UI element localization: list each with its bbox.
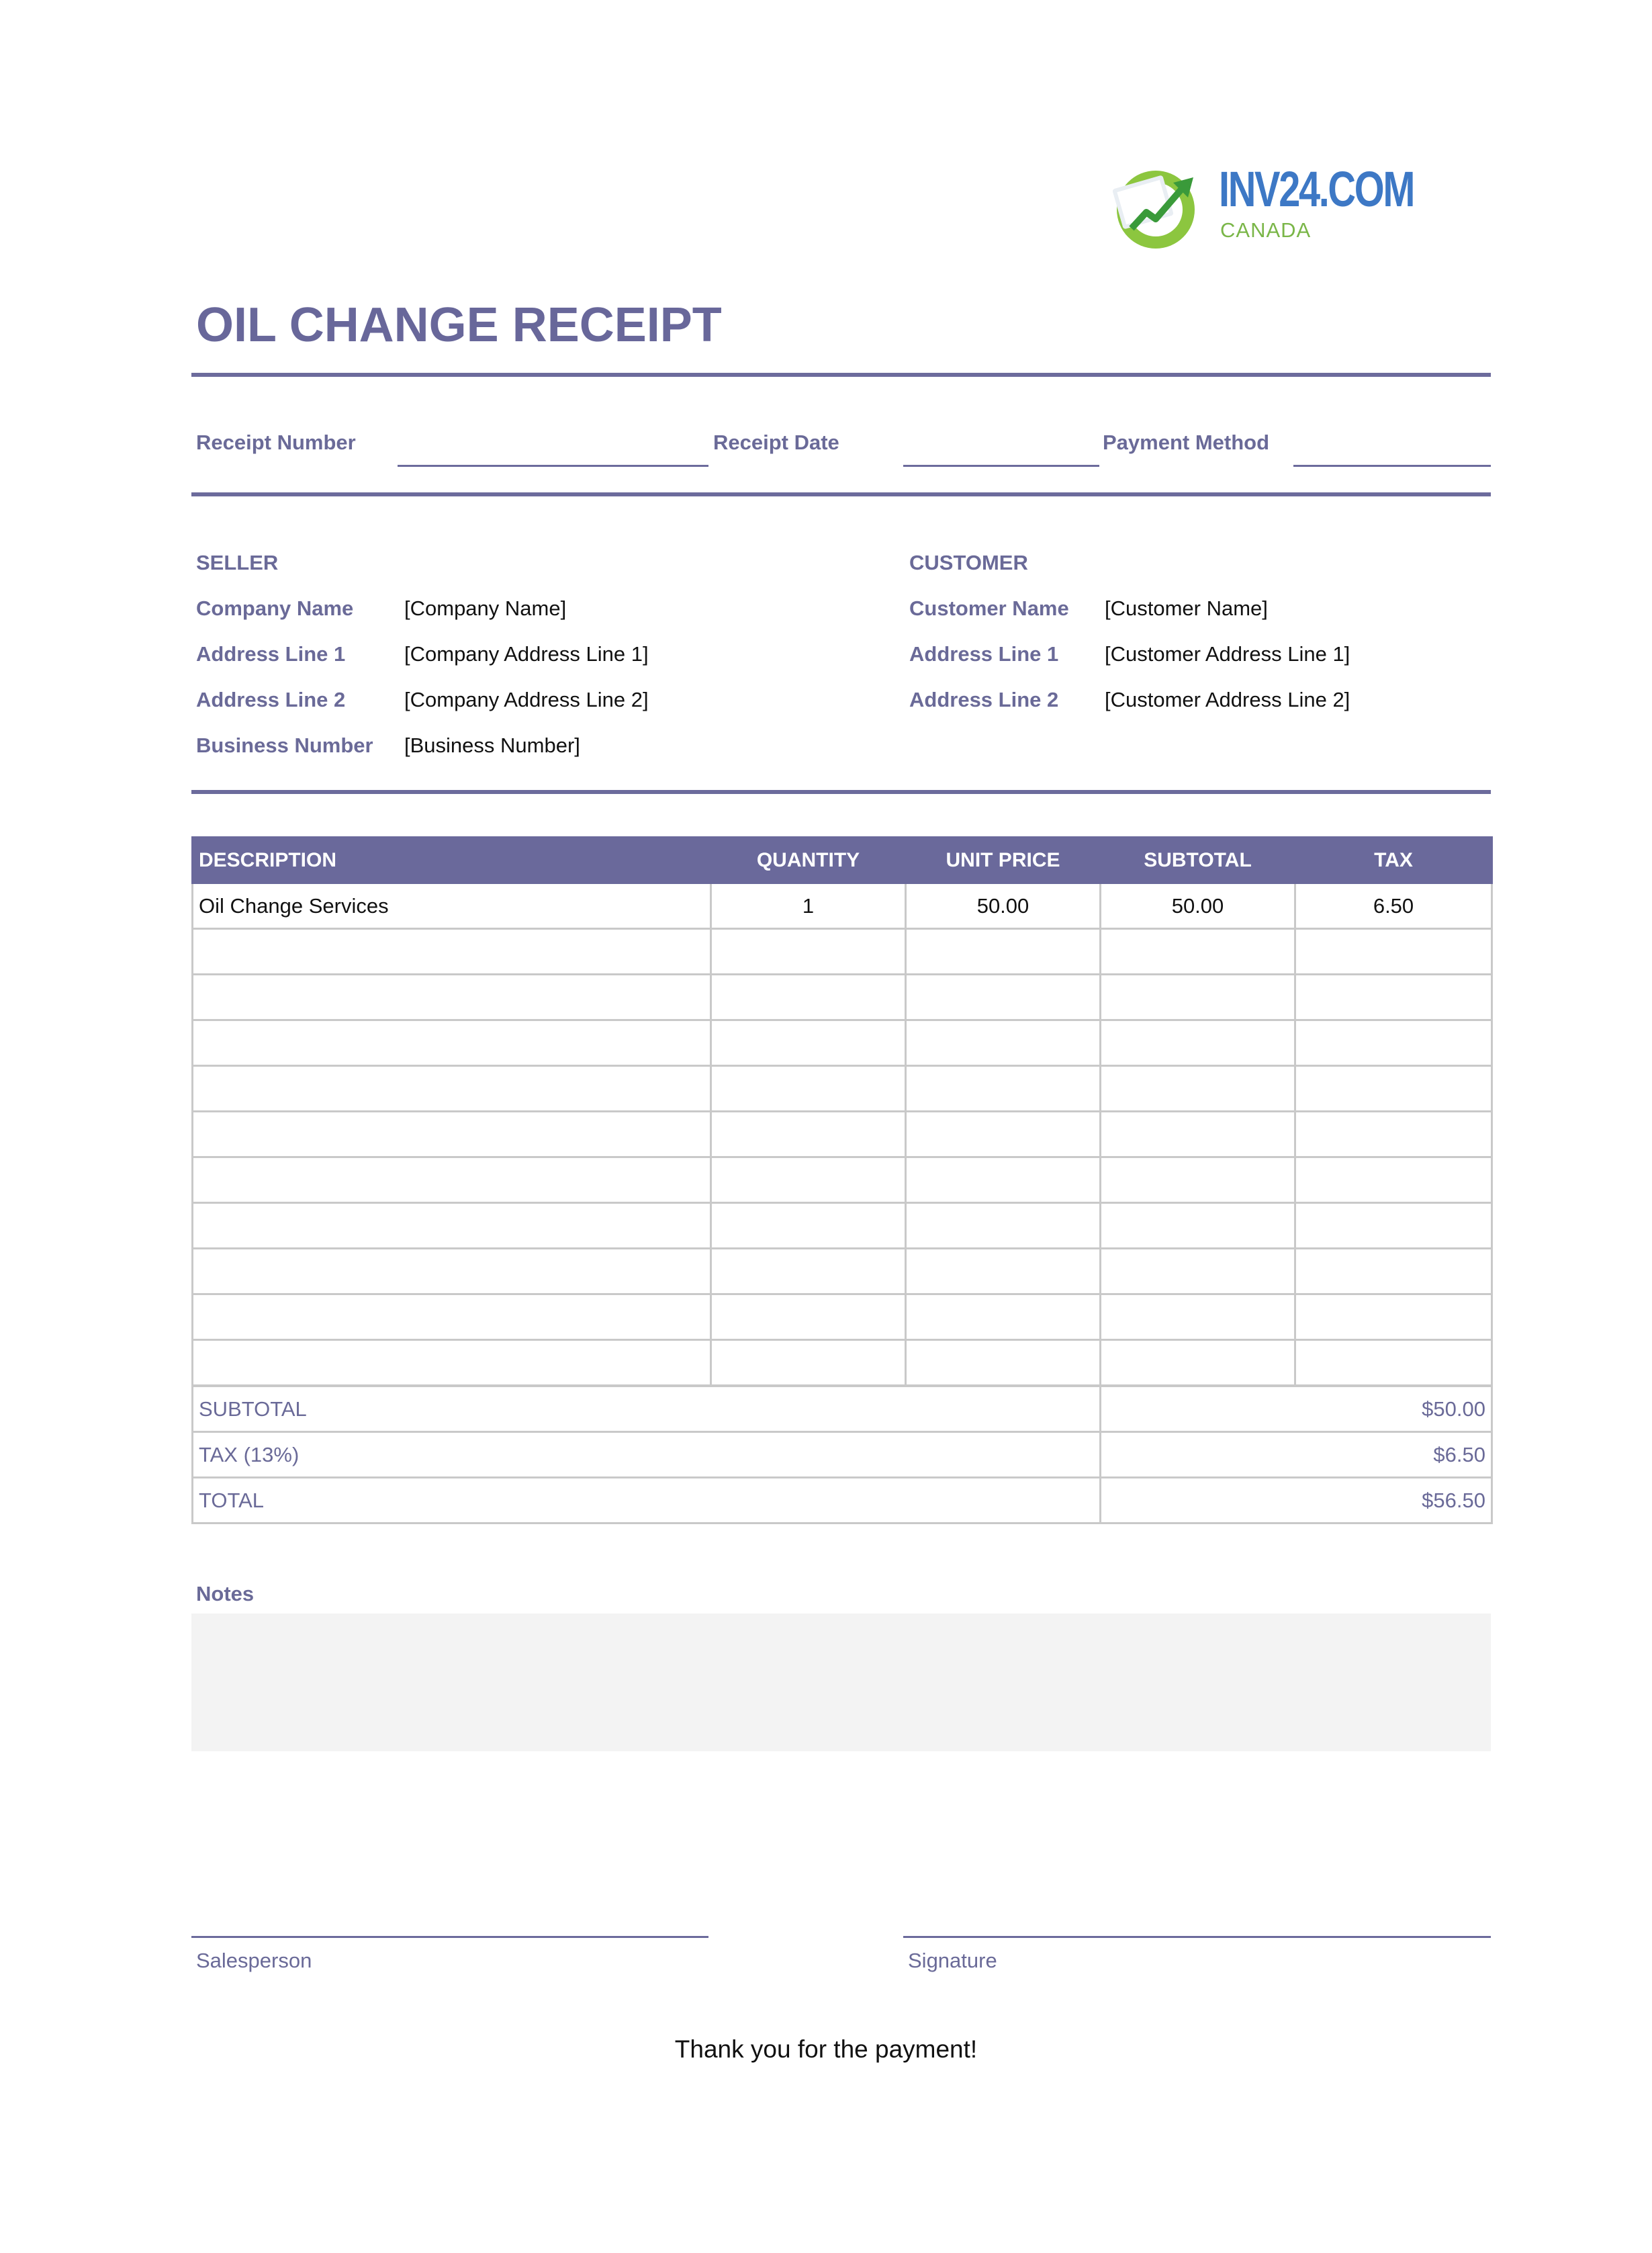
cell-tax[interactable]: 6.50	[1295, 883, 1492, 929]
cell-quantity[interactable]	[711, 1157, 906, 1203]
cell-tax[interactable]	[1295, 1340, 1492, 1386]
seller-business-number-label: Business Number	[196, 734, 373, 757]
cell-tax[interactable]	[1295, 975, 1492, 1020]
cell-unit-price[interactable]	[906, 929, 1101, 975]
logo-chart-icon	[1111, 163, 1205, 250]
cell-description[interactable]	[193, 1340, 711, 1386]
totals-table	[191, 1385, 1493, 1524]
cell-subtotal[interactable]: 50.00	[1101, 883, 1295, 929]
cell-tax[interactable]	[1295, 1249, 1492, 1294]
cell-subtotal[interactable]	[1101, 929, 1295, 975]
cell-quantity[interactable]	[711, 1066, 906, 1112]
total-amount: $56.50	[1101, 1478, 1492, 1523]
cell-unit-price[interactable]	[906, 1340, 1101, 1386]
notes-label: Notes	[196, 1582, 255, 1605]
cell-tax[interactable]	[1295, 1157, 1492, 1203]
table-row	[193, 1294, 1492, 1340]
cell-description[interactable]	[193, 1020, 711, 1066]
cell-subtotal[interactable]	[1101, 1157, 1295, 1203]
tax-row	[193, 1432, 1492, 1478]
cell-tax[interactable]	[1295, 929, 1492, 975]
seller-address1-label: Address Line 1	[196, 642, 346, 666]
cell-quantity[interactable]	[711, 975, 906, 1020]
items-table	[191, 836, 1493, 1386]
seller-address2-value: [Company Address Line 2]	[404, 688, 649, 711]
cell-unit-price[interactable]	[906, 1203, 1101, 1249]
salesperson-label: Salesperson	[196, 1949, 312, 1972]
cell-subtotal[interactable]	[1101, 1066, 1295, 1112]
payment-method-label: Payment Method	[1103, 431, 1270, 454]
subtotal-label: SUBTOTAL	[193, 1386, 1101, 1432]
party-divider	[191, 790, 1491, 794]
cell-unit-price[interactable]	[906, 1249, 1101, 1294]
total-label: TOTAL	[193, 1478, 1101, 1523]
table-row	[193, 1020, 1492, 1066]
payment-method-field[interactable]	[1293, 465, 1491, 467]
cell-quantity[interactable]	[711, 1340, 906, 1386]
customer-address1-value: [Customer Address Line 1]	[1105, 642, 1350, 666]
customer-address2-value: [Customer Address Line 2]	[1105, 688, 1350, 711]
cell-description[interactable]	[193, 1249, 711, 1294]
notes-field[interactable]	[191, 1614, 1491, 1751]
header-unit-price: UNIT PRICE	[906, 838, 1101, 883]
cell-unit-price[interactable]	[906, 1294, 1101, 1340]
table-row	[193, 1157, 1492, 1203]
customer-address2-label: Address Line 2	[909, 688, 1059, 711]
table-row	[193, 1066, 1492, 1112]
cell-quantity[interactable]	[711, 1294, 906, 1340]
logo-text: INV24.COM	[1219, 161, 1414, 217]
cell-unit-price[interactable]	[906, 1157, 1101, 1203]
cell-subtotal[interactable]	[1101, 1020, 1295, 1066]
customer-name-label: Customer Name	[909, 597, 1069, 620]
page-title: OIL CHANGE RECEIPT	[196, 298, 722, 352]
customer-address1-label: Address Line 1	[909, 642, 1059, 666]
cell-unit-price[interactable]	[906, 1066, 1101, 1112]
meta-divider	[191, 492, 1491, 496]
thank-you-message: Thank you for the payment!	[674, 2035, 978, 2063]
table-row	[193, 929, 1492, 975]
cell-subtotal[interactable]	[1101, 1203, 1295, 1249]
cell-quantity[interactable]	[711, 1249, 906, 1294]
cell-description[interactable]	[193, 1294, 711, 1340]
header-quantity: QUANTITY	[711, 838, 906, 883]
seller-address2-label: Address Line 2	[196, 688, 346, 711]
header-subtotal: SUBTOTAL	[1101, 838, 1295, 883]
table-row	[193, 1203, 1492, 1249]
cell-description[interactable]	[193, 1066, 711, 1112]
cell-tax[interactable]	[1295, 1112, 1492, 1157]
cell-subtotal[interactable]	[1101, 1249, 1295, 1294]
seller-business-number-value: [Business Number]	[404, 734, 580, 757]
cell-subtotal[interactable]	[1101, 1294, 1295, 1340]
cell-description[interactable]	[193, 1203, 711, 1249]
subtotal-amount: $50.00	[1101, 1386, 1492, 1432]
company-logo	[1111, 154, 1427, 249]
cell-tax[interactable]	[1295, 1203, 1492, 1249]
cell-quantity[interactable]	[711, 929, 906, 975]
cell-description[interactable]	[193, 929, 711, 975]
cell-unit-price[interactable]	[906, 975, 1101, 1020]
cell-tax[interactable]	[1295, 1294, 1492, 1340]
total-row	[193, 1478, 1492, 1523]
seller-company-label: Company Name	[196, 597, 354, 620]
logo-region: CANADA	[1220, 218, 1312, 242]
cell-quantity[interactable]	[711, 1020, 906, 1066]
header-description: DESCRIPTION	[193, 838, 711, 883]
receipt-date-field[interactable]	[903, 465, 1099, 467]
cell-tax[interactable]	[1295, 1020, 1492, 1066]
cell-unit-price[interactable]	[906, 1020, 1101, 1066]
tax-label: TAX (13%)	[193, 1432, 1101, 1478]
tax-amount: $6.50	[1101, 1432, 1492, 1478]
items-header-row	[193, 838, 1492, 883]
signature-line[interactable]	[903, 1936, 1491, 1938]
receipt-date-label: Receipt Date	[713, 431, 839, 454]
cell-quantity[interactable]: 1	[711, 883, 906, 929]
cell-description[interactable]	[193, 1157, 711, 1203]
cell-description[interactable]	[193, 1112, 711, 1157]
cell-quantity[interactable]	[711, 1112, 906, 1157]
cell-subtotal[interactable]	[1101, 975, 1295, 1020]
table-row	[193, 1340, 1492, 1386]
cell-quantity[interactable]	[711, 1203, 906, 1249]
table-row	[193, 883, 1492, 929]
header-tax: TAX	[1295, 838, 1492, 883]
cell-subtotal[interactable]	[1101, 1112, 1295, 1157]
title-divider	[191, 373, 1491, 377]
customer-heading: CUSTOMER	[909, 551, 1028, 574]
table-row	[193, 975, 1492, 1020]
cell-unit-price[interactable]: 50.00	[906, 883, 1101, 929]
cell-tax[interactable]	[1295, 1066, 1492, 1112]
signature-label: Signature	[908, 1949, 997, 1972]
table-row	[193, 1249, 1492, 1294]
salesperson-line[interactable]	[191, 1936, 708, 1938]
table-row	[193, 1112, 1492, 1157]
seller-heading: SELLER	[196, 551, 279, 574]
seller-company-value: [Company Name]	[404, 597, 567, 620]
subtotal-row	[193, 1386, 1492, 1432]
receipt-number-field[interactable]	[398, 465, 708, 467]
seller-address1-value: [Company Address Line 1]	[404, 642, 649, 666]
customer-name-value: [Customer Name]	[1105, 597, 1268, 620]
cell-unit-price[interactable]	[906, 1112, 1101, 1157]
cell-description[interactable]	[193, 975, 711, 1020]
cell-subtotal[interactable]	[1101, 1340, 1295, 1386]
receipt-number-label: Receipt Number	[196, 431, 356, 454]
cell-description[interactable]: Oil Change Services	[193, 883, 711, 929]
